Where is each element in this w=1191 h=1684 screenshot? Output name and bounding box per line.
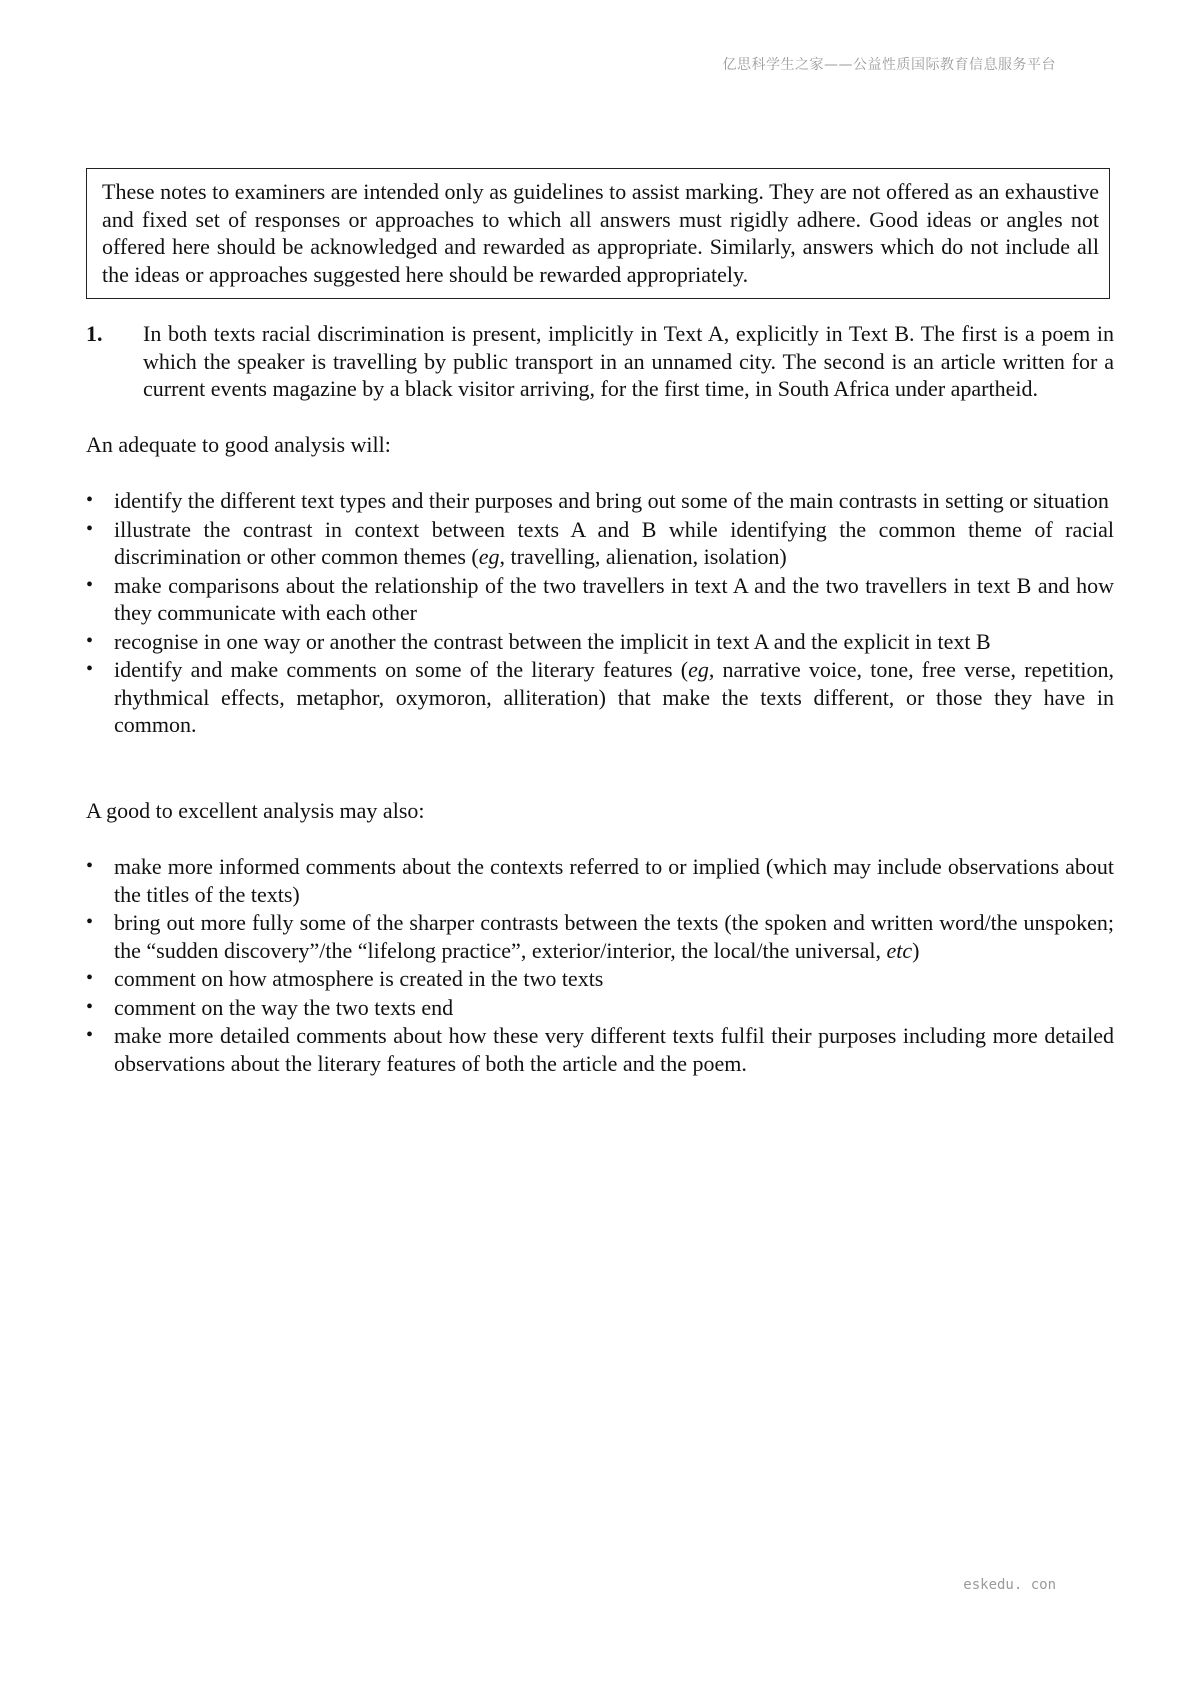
adequate-analysis-list [86,487,1115,739]
question-text: In both texts racial discrimination is present, implicitly in Text A, explicitly in Text B. The first is a poem in which the speaker is travelling by public transport in an unnamed city. The second is an article written for a current events magazine by a black visitor arriving, for the first time, in South Africa under apartheid. [143,321,1114,401]
question-number: 1. [86,321,103,346]
examiner-notice-text: These notes to examiners are intended only as guidelines to assist marking. They are not offered as an exhaustive and fixed set of responses or approaches to which all answers must rigidly adhere. Good ideas or angles not offered here should be acknowledged and rewarded as appropriate. Similarly, answers which do not include all the ideas or approaches suggested here should be rewarded appropriately. [102,179,1099,287]
list-item: • bring out more fully some of the sharper contrasts between the texts (the spoken and written word/the unspoken; the “sudden discovery”/the “lifelong practice”, exterior/interior, the local/the universal, etc) [86,909,1114,964]
page-content [86,168,1115,1078]
list-item: • make more informed comments about the contexts referred to or implied (which may include observations about the titles of the texts) [86,853,1114,908]
list-item: • make comparisons about the relationship of the two travellers in text A and the two travellers in text B and how they communicate with each other [86,572,1114,627]
question-1 [86,320,1114,403]
excellent-analysis-list [86,853,1114,1077]
adequate-analysis-heading: An adequate to good analysis will: [86,431,391,457]
excellent-analysis-heading: A good to excellent analysis may also: [86,797,425,823]
list-item: • comment on how atmosphere is created in the two texts [86,965,1114,993]
header-watermark: 亿思科学生之家——公益性质国际教育信息服务平台 [722,57,1056,73]
list-item: • illustrate the contrast in context between texts A and B while identifying the common theme of racial discrimination or other common themes (eg, travelling, alienation, isolation) [86,516,1114,571]
footer-watermark: eskedu. con [963,1577,1056,1593]
list-item: • recognise in one way or another the contrast between the implicit in text A and the explicit in text B [86,628,1114,656]
list-item: • identify the different text types and their purposes and bring out some of the main contrasts in setting or situation [86,487,1114,515]
list-item: • comment on the way the two texts end [86,994,1114,1022]
list-item: • identify and make comments on some of the literary features (eg, narrative voice, tone, free verse, repetition, rhythmical effects, metaphor, oxymoron, alliteration) that make the texts different, or those they have in common. [86,656,1114,739]
list-item: • make more detailed comments about how these very different texts fulfil their purposes including more detailed observations about the literary features of both the article and the poem. [86,1022,1114,1077]
examiner-notice-box [86,168,1110,299]
